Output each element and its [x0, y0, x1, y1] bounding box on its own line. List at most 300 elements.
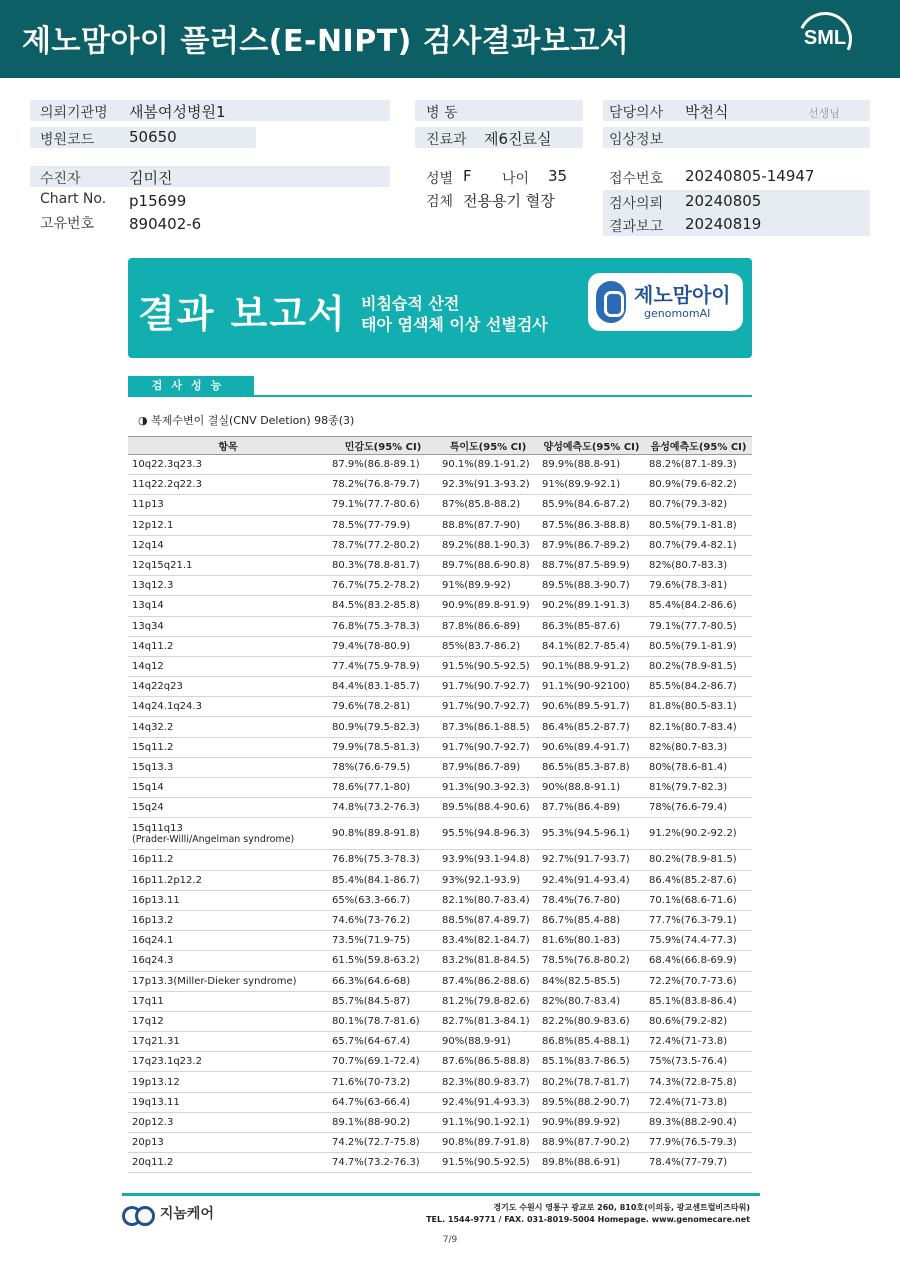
cell-specificity: 91%(89.9-92) [438, 576, 538, 596]
cell-item [128, 717, 328, 737]
cell-ppv: 89.5%(88.3-90.7) [538, 576, 645, 596]
cell-ppv: 90.9%(89.9-92) [538, 1112, 645, 1132]
cell-specificity: 91.7%(90.7-92.7) [438, 737, 538, 757]
cell-sensitivity: 66.3%(64.6-68) [328, 971, 438, 991]
header-specificity: 특이도(95% CI) [438, 437, 538, 455]
address-line-2: TEL. 1544-9771 / FAX. 031-8019-5004 Homepage. www.genomecare.net [426, 1215, 750, 1224]
cell-ppv: 90.2%(89.1-91.3) [538, 596, 645, 616]
item-name: 10q22.3q23.3 [132, 459, 202, 471]
cell-sensitivity: 77.4%(75.9-78.9) [328, 656, 438, 676]
cell-specificity: 83.2%(81.8-84.5) [438, 951, 538, 971]
cell-sensitivity: 80.1%(78.7-81.6) [328, 1011, 438, 1031]
item-name: 11p13 [132, 499, 164, 511]
genomom-icon [596, 281, 626, 323]
cell-sensitivity: 79.1%(77.7-80.6) [328, 495, 438, 515]
cell-specificity: 91.1%(90.1-92.1) [438, 1112, 538, 1132]
cell-specificity: 92.3%(91.3-93.2) [438, 475, 538, 495]
cell-item [128, 515, 328, 535]
header-sensitivity: 민감도(95% CI) [328, 437, 438, 455]
section-divider [128, 395, 752, 397]
item-name: 20q11.2 [132, 1157, 174, 1169]
cell-item [128, 1153, 328, 1173]
item-name: 17p13.3(Miller-Dieker syndrome) [132, 975, 297, 987]
table-row [128, 991, 752, 1011]
cell-item [128, 616, 328, 636]
sex-value: F [463, 167, 472, 185]
cell-specificity: 91.5%(90.5-92.5) [438, 656, 538, 676]
table-row [128, 616, 752, 636]
footer-address [426, 1202, 750, 1226]
institution-label: 의뢰기관명 [40, 105, 108, 121]
cell-specificity: 91.7%(90.7-92.7) [438, 697, 538, 717]
cell-ppv: 85.1%(83.7-86.5) [538, 1052, 645, 1072]
cell-item [128, 1092, 328, 1112]
cell-specificity: 90.8%(89.7-91.8) [438, 1133, 538, 1153]
cell-ppv: 90.6%(89.4-91.7) [538, 737, 645, 757]
cell-specificity: 87.4%(86.2-88.6) [438, 971, 538, 991]
item-name: 12p12.1 [132, 519, 174, 531]
company-name: 지놈케어 [159, 1206, 214, 1222]
doctor-suffix: 선생님 [808, 107, 840, 120]
patient-row-bg [30, 166, 390, 187]
cell-sensitivity: 65%(63.3-66.7) [328, 890, 438, 910]
item-name: 20p13 [132, 1137, 164, 1149]
cell-npv: 78.4%(77-79.7) [645, 1153, 752, 1173]
receipt-value: 20240805-14947 [685, 167, 815, 185]
cell-sensitivity: 84.4%(83.1-85.7) [328, 677, 438, 697]
cell-ppv: 87.5%(86.3-88.8) [538, 515, 645, 535]
cell-item [128, 757, 328, 777]
table-row [128, 515, 752, 535]
cell-sensitivity: 80.9%(79.5-82.3) [328, 717, 438, 737]
footer-divider [122, 1193, 760, 1196]
cell-npv: 82%(80.7-83.3) [645, 737, 752, 757]
cell-npv: 80.6%(79.2-82) [645, 1011, 752, 1031]
cell-specificity: 88.8%(87.7-90) [438, 515, 538, 535]
genomecare-logo [122, 1203, 214, 1223]
cell-npv: 91.2%(90.2-92.2) [645, 818, 752, 850]
item-name: 17q11 [132, 995, 164, 1007]
cell-ppv: 82.2%(80.9-83.6) [538, 1011, 645, 1031]
item-name: 13q34 [132, 620, 164, 632]
cell-ppv: 86.4%(85.2-87.7) [538, 717, 645, 737]
cell-item [128, 656, 328, 676]
table-row [128, 1133, 752, 1153]
cell-npv: 75%(73.5-76.4) [645, 1052, 752, 1072]
header-npv: 음성예측도(95% CI) [645, 437, 752, 455]
cell-npv: 72.4%(71-73.8) [645, 1032, 752, 1052]
cell-sensitivity: 84.5%(83.2-85.8) [328, 596, 438, 616]
department-label: 진료과 [426, 132, 467, 148]
cell-item [128, 576, 328, 596]
table-row [128, 737, 752, 757]
item-name: 17q23.1q23.2 [132, 1056, 202, 1068]
header-item: 항목 [128, 437, 328, 455]
header-bar [0, 0, 900, 78]
table-row [128, 697, 752, 717]
address-line-1: 경기도 수원시 영통구 광교로 260, 810호(이의동, 광교센트럴비즈타워) [493, 1203, 750, 1212]
cell-npv: 77.7%(76.3-79.1) [645, 910, 752, 930]
item-name: 16p11.2 [132, 854, 174, 866]
item-name: 15q14 [132, 782, 164, 794]
table-row [128, 555, 752, 575]
cell-item [128, 1072, 328, 1092]
cell-npv: 81.8%(80.5-83.1) [645, 697, 752, 717]
cell-ppv: 90.6%(89.5-91.7) [538, 697, 645, 717]
cell-sensitivity: 89.1%(88-90.2) [328, 1112, 438, 1132]
cell-specificity: 93.9%(93.1-94.8) [438, 850, 538, 870]
genomom-brand-logo [588, 273, 743, 331]
cell-item [128, 737, 328, 757]
table-header-row [128, 437, 752, 455]
cell-specificity: 88.5%(87.4-89.7) [438, 910, 538, 930]
cell-sensitivity: 85.4%(84.1-86.7) [328, 870, 438, 890]
cell-ppv: 88.7%(87.5-89.9) [538, 555, 645, 575]
cell-npv: 68.4%(66.8-69.9) [645, 951, 752, 971]
cell-npv: 78%(76.6-79.4) [645, 798, 752, 818]
cell-specificity: 90.9%(89.8-91.9) [438, 596, 538, 616]
table-row [128, 1112, 752, 1132]
cell-npv: 85.4%(84.2-86.6) [645, 596, 752, 616]
item-name: 12q15q21.1 [132, 560, 193, 572]
cell-item [128, 870, 328, 890]
table-row [128, 778, 752, 798]
cell-item [128, 850, 328, 870]
table-row [128, 1072, 752, 1092]
cell-ppv: 89.9%(88.8-91) [538, 455, 645, 475]
table-row [128, 1092, 752, 1112]
cell-specificity: 87.9%(86.7-89) [438, 757, 538, 777]
specimen-value: 전용용기 혈장 [463, 192, 555, 210]
institution-value: 새봄여성병원1 [129, 103, 226, 121]
item-name: 16p11.2p12.2 [132, 874, 202, 886]
report-title: 제노맘아이 플러스(E-NIPT) 검사결과보고서 [22, 24, 630, 59]
hospital-code-label: 병원코드 [40, 132, 95, 148]
chart-value: p15699 [129, 192, 187, 210]
table-row [128, 677, 752, 697]
cell-specificity: 89.2%(88.1-90.3) [438, 535, 538, 555]
item-name: 14q22q23 [132, 681, 183, 693]
brand-name-kr: 제노맘아이 [634, 283, 731, 307]
cell-ppv: 87.9%(86.7-89.2) [538, 535, 645, 555]
item-name: 16q24.3 [132, 955, 174, 967]
cell-item [128, 798, 328, 818]
table-row [128, 1052, 752, 1072]
item-name: 16p13.2 [132, 915, 174, 927]
cell-ppv: 87.7%(86.4-89) [538, 798, 645, 818]
table-row [128, 1153, 752, 1173]
cell-specificity: 90.1%(89.1-91.2) [438, 455, 538, 475]
cell-ppv: 92.4%(91.4-93.4) [538, 870, 645, 890]
cell-item [128, 1052, 328, 1072]
cell-npv: 77.9%(76.5-79.3) [645, 1133, 752, 1153]
cell-sensitivity: 85.7%(84.5-87) [328, 991, 438, 1011]
cell-item [128, 1032, 328, 1052]
ward-label: 병 동 [426, 105, 458, 121]
cell-sensitivity: 64.7%(63-66.4) [328, 1092, 438, 1112]
cell-item [128, 890, 328, 910]
cell-ppv: 78.4%(76.7-80) [538, 890, 645, 910]
cell-item [128, 495, 328, 515]
patient-label: 수진자 [40, 171, 81, 187]
cell-item [128, 535, 328, 555]
cell-npv: 80%(78.6-81.4) [645, 757, 752, 777]
cell-ppv: 90.1%(88.9-91.2) [538, 656, 645, 676]
cell-specificity: 87.6%(86.5-88.8) [438, 1052, 538, 1072]
clinical-label: 임상정보 [609, 132, 664, 148]
cell-item [128, 1133, 328, 1153]
cell-sensitivity: 76.8%(75.3-78.3) [328, 850, 438, 870]
table-row [128, 717, 752, 737]
unique-value: 890402-6 [129, 215, 202, 233]
cell-sensitivity: 90.8%(89.8-91.8) [328, 818, 438, 850]
cell-specificity: 93%(92.1-93.9) [438, 870, 538, 890]
hospital-code-value: 50650 [129, 128, 177, 146]
banner-subtitle-2: 태아 염색체 이상 선별검사 [361, 315, 548, 334]
cell-ppv: 85.9%(84.6-87.2) [538, 495, 645, 515]
cell-item [128, 971, 328, 991]
cell-sensitivity: 65.7%(64-67.4) [328, 1032, 438, 1052]
genomecare-icon [122, 1206, 152, 1222]
cell-specificity: 91.3%(90.3-92.3) [438, 778, 538, 798]
age-value: 35 [548, 167, 568, 185]
item-name: 12q14 [132, 539, 164, 551]
specimen-label: 검체 [426, 194, 454, 210]
item-note: (Prader-Willi/Angelman syndrome) [132, 833, 295, 845]
item-name: 19q13.11 [132, 1096, 180, 1108]
table-row [128, 455, 752, 475]
cell-ppv: 91%(89.9-92.1) [538, 475, 645, 495]
table-row [128, 495, 752, 515]
cell-npv: 81%(79.7-82.3) [645, 778, 752, 798]
table-row [128, 596, 752, 616]
cell-sensitivity: 79.9%(78.5-81.3) [328, 737, 438, 757]
cell-npv: 88.2%(87.1-89.3) [645, 455, 752, 475]
cell-sensitivity: 87.9%(86.8-89.1) [328, 455, 438, 475]
cell-specificity: 85%(83.7-86.2) [438, 636, 538, 656]
cell-npv: 80.5%(79.1-81.8) [645, 515, 752, 535]
cell-npv: 80.5%(79.1-81.9) [645, 636, 752, 656]
cell-item [128, 596, 328, 616]
cell-ppv: 86.7%(85.4-88) [538, 910, 645, 930]
item-name: 15q13.3 [132, 761, 174, 773]
cell-specificity: 87%(85.8-88.2) [438, 495, 538, 515]
request-value: 20240805 [685, 192, 762, 210]
cell-specificity: 82.1%(80.7-83.4) [438, 890, 538, 910]
item-name: 13q14 [132, 600, 164, 612]
cell-npv: 86.4%(85.2-87.6) [645, 870, 752, 890]
cell-sensitivity: 79.6%(78.2-81) [328, 697, 438, 717]
item-name: 14q24.1q24.3 [132, 701, 202, 713]
cell-sensitivity: 78.2%(76.8-79.7) [328, 475, 438, 495]
cell-item [128, 910, 328, 930]
table-subheading: ◑ 복제수변이 결실(CNV Deletion) 98종(3) [138, 414, 355, 427]
item-name: 14q11.2 [132, 640, 174, 652]
header-ppv: 양성예측도(95% CI) [538, 437, 645, 455]
table-row [128, 757, 752, 777]
cell-sensitivity: 70.7%(69.1-72.4) [328, 1052, 438, 1072]
cell-item [128, 778, 328, 798]
chart-label: Chart No. [40, 191, 107, 207]
cell-item [128, 818, 328, 850]
cell-npv: 72.2%(70.7-73.6) [645, 971, 752, 991]
doctor-value: 박천식 [685, 103, 729, 121]
cell-npv: 79.6%(78.3-81) [645, 576, 752, 596]
cell-sensitivity: 78.5%(77-79.9) [328, 515, 438, 535]
cell-sensitivity: 74.7%(73.2-76.3) [328, 1153, 438, 1173]
item-name: 17q21.31 [132, 1036, 180, 1048]
receipt-label: 접수번호 [609, 171, 664, 187]
table-row [128, 818, 752, 850]
item-name: 15q11.2 [132, 741, 174, 753]
item-name: 14q32.2 [132, 721, 174, 733]
cell-npv: 80.7%(79.4-82.1) [645, 535, 752, 555]
cell-specificity: 90%(88.9-91) [438, 1032, 538, 1052]
cell-npv: 85.5%(84.2-86.7) [645, 677, 752, 697]
cell-item [128, 951, 328, 971]
table-row [128, 850, 752, 870]
cell-item [128, 1011, 328, 1031]
banner-subtitle-1: 비침습적 산전 [361, 294, 460, 313]
cell-item [128, 475, 328, 495]
sex-label: 성별 [426, 171, 454, 187]
table-row [128, 1032, 752, 1052]
cell-specificity: 82.3%(80.9-83.7) [438, 1072, 538, 1092]
cell-specificity: 89.7%(88.6-90.8) [438, 555, 538, 575]
item-name: 15q11q13 [132, 822, 183, 834]
cell-item [128, 636, 328, 656]
result-banner [128, 258, 752, 358]
cell-ppv: 84%(82.5-85.5) [538, 971, 645, 991]
cell-specificity: 91.7%(90.7-92.7) [438, 677, 538, 697]
report-value: 20240819 [685, 215, 762, 233]
performance-table [128, 436, 752, 1173]
item-name: 13q12.3 [132, 580, 174, 592]
cell-item [128, 555, 328, 575]
cell-sensitivity: 73.5%(71.9-75) [328, 931, 438, 951]
cell-ppv: 86.5%(85.3-87.8) [538, 757, 645, 777]
cell-sensitivity: 78.7%(77.2-80.2) [328, 535, 438, 555]
section-tab: 검사성능 [128, 376, 254, 396]
brand-name-en: genomomAI [644, 307, 711, 320]
cell-npv: 89.3%(88.2-90.4) [645, 1112, 752, 1132]
cell-specificity: 81.2%(79.8-82.6) [438, 991, 538, 1011]
table-row [128, 971, 752, 991]
cell-sensitivity: 76.7%(75.2-78.2) [328, 576, 438, 596]
patient-value: 김미진 [129, 169, 173, 187]
cell-specificity: 83.4%(82.1-84.7) [438, 931, 538, 951]
cell-ppv: 86.8%(85.4-88.1) [538, 1032, 645, 1052]
cell-ppv: 81.6%(80.1-83) [538, 931, 645, 951]
age-label: 나이 [502, 171, 530, 187]
cell-item [128, 1112, 328, 1132]
cell-sensitivity: 71.6%(70-73.2) [328, 1072, 438, 1092]
item-name: 19p13.12 [132, 1076, 180, 1088]
department-value: 제6진료실 [484, 130, 552, 148]
table-row [128, 1011, 752, 1031]
item-name: 17q12 [132, 1015, 164, 1027]
table-row [128, 910, 752, 930]
cell-npv: 70.1%(68.6-71.6) [645, 890, 752, 910]
cell-specificity: 92.4%(91.4-93.3) [438, 1092, 538, 1112]
cell-item [128, 697, 328, 717]
cell-npv: 80.2%(78.9-81.5) [645, 656, 752, 676]
cell-npv: 72.4%(71-73.8) [645, 1092, 752, 1112]
request-label: 검사의뢰 [609, 196, 664, 212]
cell-npv: 80.7%(79.3-82) [645, 495, 752, 515]
cell-npv: 75.9%(74.4-77.3) [645, 931, 752, 951]
cell-ppv: 80.2%(78.7-81.7) [538, 1072, 645, 1092]
report-label: 결과보고 [609, 219, 664, 235]
cell-ppv: 95.3%(94.5-96.1) [538, 818, 645, 850]
cell-ppv: 82%(80.7-83.4) [538, 991, 645, 1011]
table-row [128, 576, 752, 596]
page-number: 7/9 [442, 1235, 458, 1245]
cell-npv: 79.1%(77.7-80.5) [645, 616, 752, 636]
table-row [128, 535, 752, 555]
cell-ppv: 90%(88.8-91.1) [538, 778, 645, 798]
item-name: 14q12 [132, 660, 164, 672]
cell-item [128, 931, 328, 951]
banner-title: 결과 보고서 [138, 292, 347, 336]
item-name: 20p12.3 [132, 1116, 174, 1128]
cell-item [128, 991, 328, 1011]
cell-npv: 82%(80.7-83.3) [645, 555, 752, 575]
cell-ppv: 86.3%(85-87.6) [538, 616, 645, 636]
cell-ppv: 89.8%(88.6-91) [538, 1153, 645, 1173]
item-name: 16p13.11 [132, 894, 180, 906]
table-row [128, 870, 752, 890]
table-row [128, 798, 752, 818]
table-row [128, 890, 752, 910]
table-row [128, 951, 752, 971]
cell-ppv: 88.9%(87.7-90.2) [538, 1133, 645, 1153]
cell-sensitivity: 78.6%(77.1-80) [328, 778, 438, 798]
cell-item [128, 677, 328, 697]
table-row [128, 656, 752, 676]
item-name: 16q24.1 [132, 935, 174, 947]
cell-specificity: 87.8%(86.6-89) [438, 616, 538, 636]
table-row [128, 931, 752, 951]
item-name: 15q24 [132, 802, 164, 814]
cell-sensitivity: 74.8%(73.2-76.3) [328, 798, 438, 818]
cell-ppv: 89.5%(88.2-90.7) [538, 1092, 645, 1112]
cell-npv: 85.1%(83.8-86.4) [645, 991, 752, 1011]
cell-ppv: 84.1%(82.7-85.4) [538, 636, 645, 656]
cell-sensitivity: 74.2%(72.7-75.8) [328, 1133, 438, 1153]
cell-npv: 80.2%(78.9-81.5) [645, 850, 752, 870]
cell-sensitivity: 78%(76.6-79.5) [328, 757, 438, 777]
cell-sensitivity: 61.5%(59.8-63.2) [328, 951, 438, 971]
cell-specificity: 87.3%(86.1-88.5) [438, 717, 538, 737]
cell-sensitivity: 79.4%(78-80.9) [328, 636, 438, 656]
cell-ppv: 91.1%(90-92100) [538, 677, 645, 697]
cell-ppv: 78.5%(76.8-80.2) [538, 951, 645, 971]
cell-specificity: 89.5%(88.4-90.6) [438, 798, 538, 818]
table-row [128, 475, 752, 495]
cell-specificity: 82.7%(81.3-84.1) [438, 1011, 538, 1031]
cell-sensitivity: 80.3%(78.8-81.7) [328, 555, 438, 575]
doctor-label: 담당의사 [609, 105, 664, 121]
cell-sensitivity: 74.6%(73-76.2) [328, 910, 438, 930]
item-name: 11q22.2q22.3 [132, 479, 202, 491]
table-row [128, 636, 752, 656]
cell-specificity: 91.5%(90.5-92.5) [438, 1153, 538, 1173]
sml-logo-icon: SML [798, 12, 852, 66]
unique-label: 고유번호 [40, 216, 95, 232]
cell-ppv: 92.7%(91.7-93.7) [538, 850, 645, 870]
cell-npv: 80.9%(79.6-82.2) [645, 475, 752, 495]
